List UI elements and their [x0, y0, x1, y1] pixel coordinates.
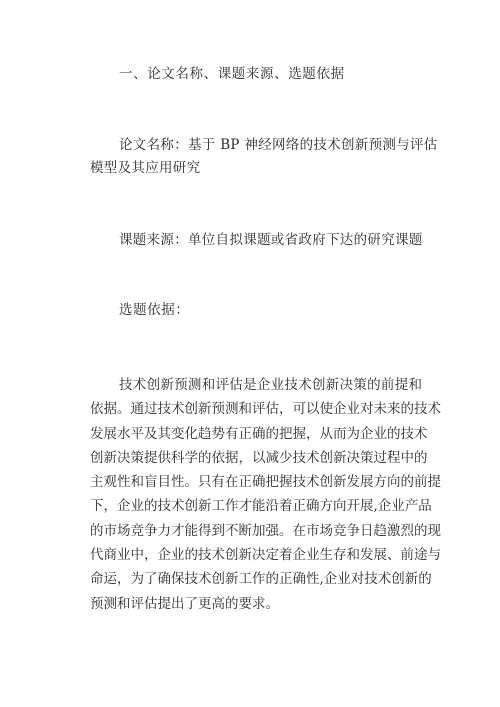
- paragraph-line: 命运，为了确保技术创新工作的正确性,企业对技术创新的: [90, 571, 432, 588]
- thesis-title-continuation: 模型及其应用研究: [90, 160, 201, 176]
- paragraph-line: 创新决策提供科学的依据，以减少技术创新决策过程中的: [90, 449, 428, 466]
- paragraph-line: 发展水平及其变化趋势有正确的把握，从而为企业的技术: [90, 425, 428, 442]
- topic-basis-label: 选题依据：: [119, 302, 190, 318]
- paragraph-line: 依据。通过技术创新预测和评估，可以使企业对未来的技术: [90, 401, 441, 418]
- topic-source-line: 课题来源：单位自拟课题或省政府下达的研究课题: [119, 232, 423, 248]
- paragraph-line: 预测和评估提出了更高的要求。: [90, 595, 279, 612]
- topic-basis-paragraph: [90, 373, 441, 616]
- thesis-title-line: 论文名称：基于 BP 神经网络的技术创新预测与评估: [119, 137, 438, 153]
- paragraph-line: 下，企业的技术创新工作才能沿着正确方向开展,企业产品: [90, 498, 432, 515]
- section-heading: 一、论文名称、课题来源、选题依据: [119, 66, 345, 82]
- paragraph-line: 技术创新预测和评估是企业技术创新决策的前提和: [119, 377, 422, 393]
- paragraph-line: 代商业中，企业的技术创新决定着企业生存和发展、前途与: [90, 547, 441, 564]
- paragraph-line: 主观性和盲目性。只有在正确把握技术创新发展方向的前提: [90, 474, 441, 491]
- paragraph-line: 的市场竞争力才能得到不断加强。在市场竞争日趋激烈的现: [90, 522, 441, 539]
